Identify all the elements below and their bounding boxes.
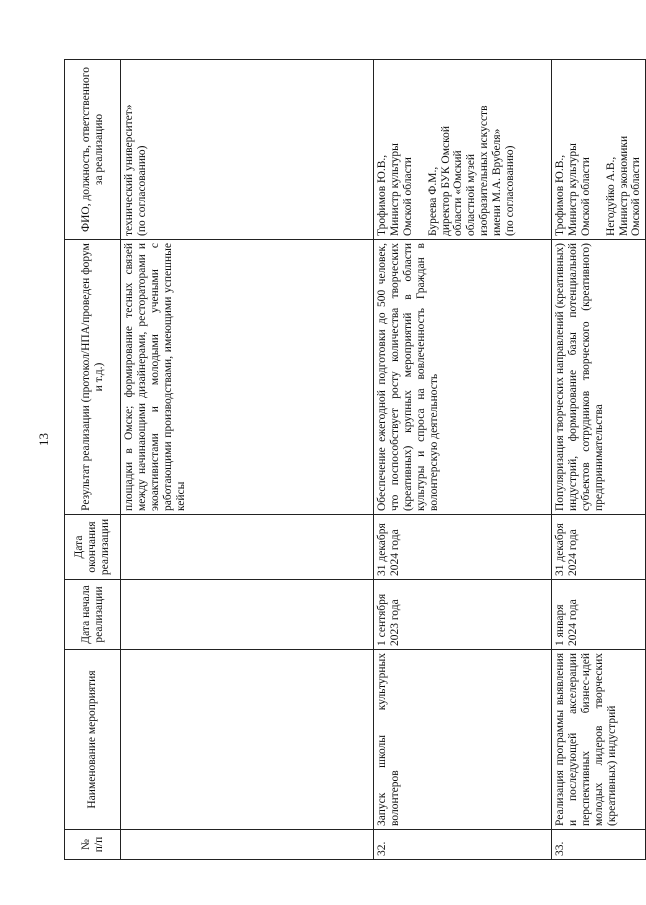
events-table [64,59,646,860]
responsible-line: Омской области [630,157,643,236]
responsible-line: Министр культуры [566,143,579,236]
cell-start: 1 января 2024 года [552,580,646,650]
responsible-line: директор БУК Омской [439,125,452,236]
header-responsible: ФИО, должность, ответственного за реализацию [65,60,121,240]
cell-responsible [552,60,646,240]
cell-num: 32. [374,830,552,860]
cell-end: 31 декабря 2024 года [374,515,552,580]
header-name: Наименование мероприятия [65,650,121,830]
responsible-line: технический университет» [123,104,135,236]
cell-result: Обеспечение ежегодной подготовки до 500 человек, что поспособствует росту количества творческих (креативных) крупных мероприятий в области культуры и спроса на вовлеченность Граждан в волонтерскую деятельность [374,240,552,515]
cell-end [121,515,374,580]
responsible-line: имени М.А. Врубеля» [491,128,503,236]
rotated-table-container [64,60,643,860]
cell-responsible [374,60,552,240]
responsible-line: Министр культуры [388,143,401,236]
header-num: № п/п [65,830,121,860]
responsible-line: областной музей [465,153,478,236]
responsible-line: (по согласованию) [135,145,148,236]
table-row [552,60,646,860]
responsible-line: Омской области [579,157,592,236]
responsible-line: (по согласованию) [503,145,516,236]
header-start: Дата начала реализации [65,580,121,650]
responsible-line: Негодуйко А.В., [604,156,617,236]
table-header-row [65,60,121,860]
responsible-line: области «Омский [452,150,465,236]
responsible-line: Омской области [401,157,414,236]
responsible-gap [415,63,427,236]
cell-start [121,580,374,650]
table-row [121,60,374,860]
page-number: 13 [36,433,51,446]
cell-start: 1 сентября 2023 года [374,580,552,650]
header-end: Дата окончания реализации [65,515,121,580]
cell-result: Популяризация творческих направлений (креативных) индустрий, формирование базы потенциальной субъектов сотрудников творческого (креативного) предпринимательства [552,240,646,515]
responsible-line: изобразительных искусств [478,105,491,236]
table-row [374,60,552,860]
cell-result: площадки в Омске; формирование тесных связей между начинающими дизайнерами, рестораторами и экоактивистами и молодыми учеными с работающими производствами, имеющими успешные кейсы [121,240,374,515]
cell-num: 33. [552,830,646,860]
responsible-gap [593,63,605,236]
cell-responsible [121,60,374,240]
responsible-line: Трофимов Ю.В., [376,154,388,236]
header-result: Результат реализации (протокол/НПА/проведен форум и т.д.) [65,240,121,515]
cell-name: Реализация программы выявления и последующей акселерации перспективных бизнес-идей молодых лидеров творческих (креативных) индустрий [552,650,646,830]
cell-name: Запуск школы культурных волонтеров [374,650,552,830]
responsible-line: Буреева Ф.М., [426,166,439,236]
responsible-line: Трофимов Ю.В., [554,154,566,236]
responsible-line: Министр экономики [617,135,630,236]
cell-end: 31 декабря 2024 года [552,515,646,580]
cell-name [121,650,374,830]
cell-num [121,830,374,860]
